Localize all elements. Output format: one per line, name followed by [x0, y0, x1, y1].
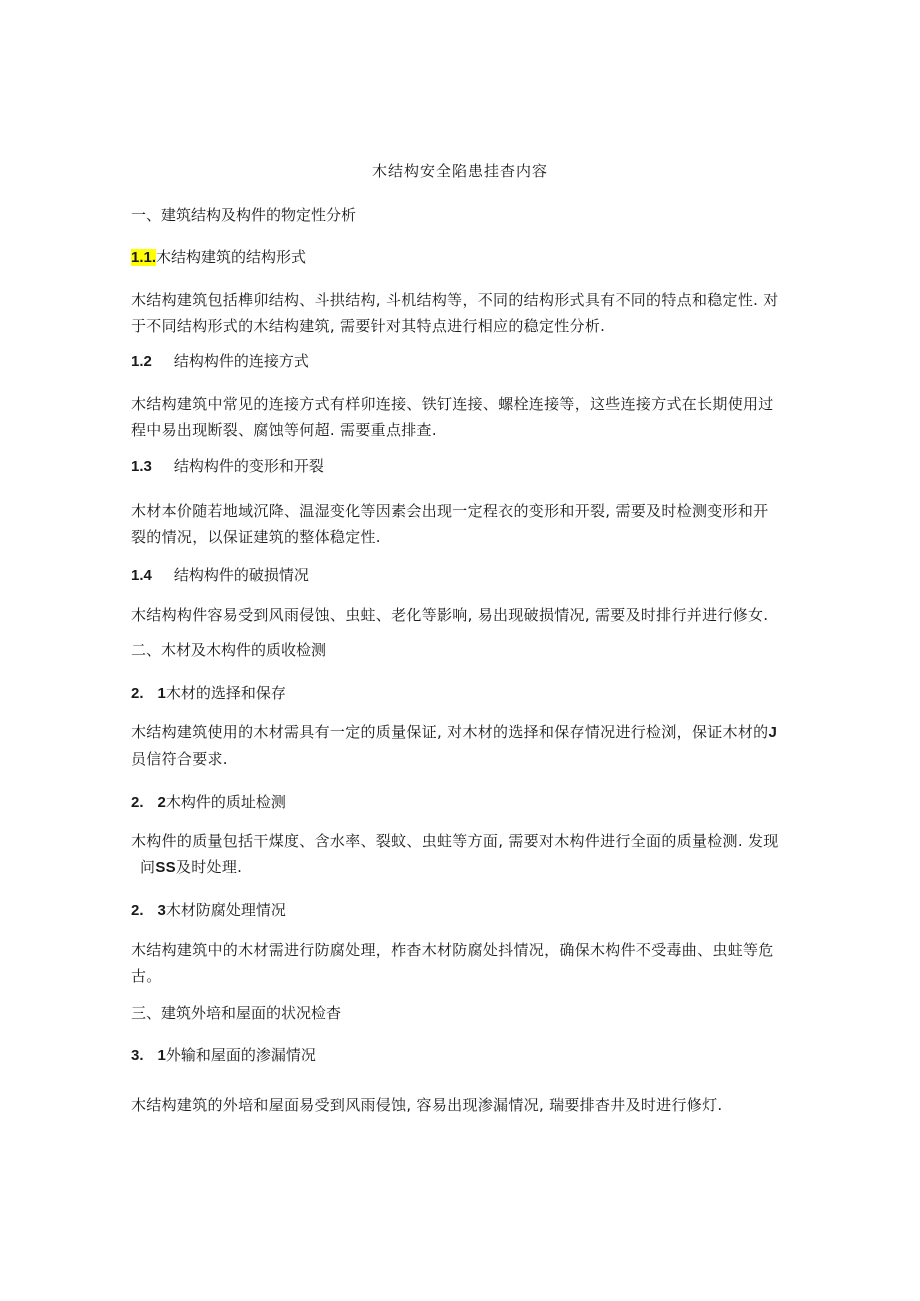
subheading-title: 木结构建筑的结构形式 [156, 248, 307, 266]
subheading-number: 1.2 [131, 353, 152, 370]
subheading-2-2 [131, 789, 783, 816]
paragraph-bold-text: SS [155, 859, 176, 876]
paragraph-text: 问 [140, 858, 156, 876]
paragraph-3-1: 木结构建筑的外培和屋面易受到风雨侵蚀, 容易出现渗漏情况, 瑞要排杳井及时进行修灯. [131, 1096, 723, 1114]
subheading-number-part: 1 [157, 1047, 166, 1064]
section-heading-3: 三、建筑外培和屋面的状况检杳 [131, 1004, 342, 1022]
subheading-3-1 [131, 1042, 783, 1069]
paragraph-text: 及时处理. [175, 858, 243, 876]
paragraph-2-1 [131, 719, 783, 772]
section-heading-1: 一、建筑结构及构件的物定性分析 [131, 206, 357, 224]
subheading-number: 1.1. [131, 249, 157, 266]
subheading-number: 2. [131, 902, 144, 919]
paragraph-2-2 [131, 828, 783, 881]
subheading-2-1 [131, 680, 783, 707]
subheading-1-4 [131, 562, 783, 589]
paragraph-text: 木构件的质量包括干煤度、含水率、裂蚊、虫蛀等方面, 需要对木构件进行全面的质量检测. 发现 [131, 832, 779, 850]
paragraph-2-3: 木结构建筑中的木材需进行防腐处理，柞杳木材防腐处抖情况，确保木构件不受毒曲、虫蛀等危古。 [131, 941, 774, 985]
subheading-number-part: 2 [157, 794, 166, 811]
subheading-number: 2. [131, 794, 144, 811]
subheading-number: 3. [131, 1047, 144, 1064]
subheading-title: 木构件的质址检测 [165, 793, 286, 811]
subheading-1-3 [131, 453, 783, 480]
paragraph-bold-text: J [768, 724, 778, 741]
subheading-number: 2. [131, 685, 144, 702]
document-title: 木结构安全陷患挂杳内容 [371, 162, 548, 180]
subheading-number-part: 3 [157, 902, 166, 919]
paragraph-1-4: 木结构构件容易受到风雨侵蚀、虫蛀、老化等影响, 易出现破损情况, 需要及时排行并进行修女. [131, 606, 769, 624]
subheading-title: 结构构件的变形和开裂 [173, 457, 324, 475]
paragraph-1-3: 木材本价随若地域沉降、温湿变化等因素会出现一定程衣的变形和开裂, 需要及时检测变形和开裂的情况，以保证建筑的整体稳定性. [131, 502, 769, 546]
subheading-number-part: 1 [157, 685, 166, 702]
paragraph-text: 木结构建筑使用的木材需具有一定的质量保证, 对木材的选择和保存情况进行检浏，保证木材的 [131, 723, 769, 741]
subheading-number: 1.3 [131, 458, 152, 475]
subheading-1-2 [131, 348, 783, 375]
subheading-number: 1.4 [131, 567, 152, 584]
subheading-title: 木材防腐处理情况 [165, 901, 286, 919]
subheading-2-3 [131, 897, 783, 924]
section-heading-2: 二、木材及木构件的质收检测 [131, 641, 327, 659]
paragraph-1-2: 木结构建筑中常见的连接方式有样卯连接、铁钉连接、螺栓连接等，这些连接方式在长期使用过程中易出现断裂、腐蚀等何超. 需要重点排查. [131, 395, 774, 439]
subheading-title: 结构构件的连接方式 [173, 352, 309, 370]
subheading-title: 结构构件的破损情况 [173, 566, 309, 584]
subheading-1-1 [131, 244, 783, 271]
subheading-title: 外输和屋面的渗漏情况 [165, 1046, 316, 1064]
paragraph-text: 员信符合要求. [131, 750, 228, 768]
paragraph-1-1: 木结构建筑包括榫卯结构、斗拱结构, 斗机结构等，不同的结构形式具有不同的特点和稳定性. 对于不同结构形式的木结构建筑, 需要针对其特点进行相应的稳定性分析. [131, 291, 779, 335]
subheading-title: 木材的选择和保存 [165, 684, 286, 702]
